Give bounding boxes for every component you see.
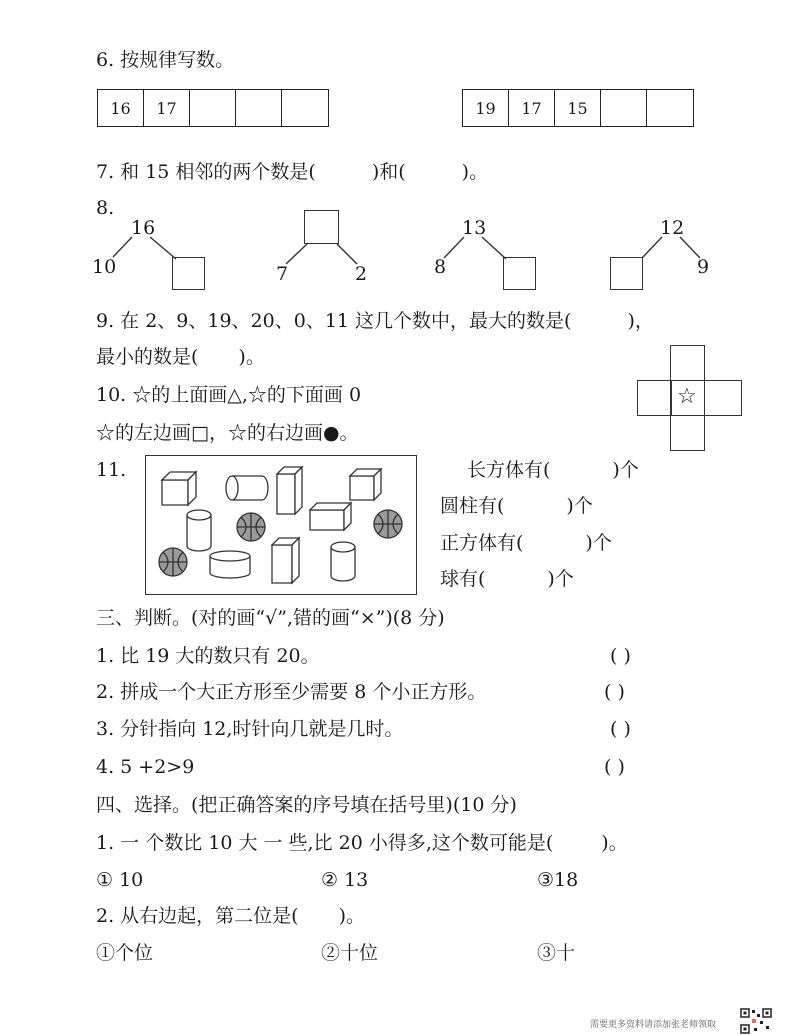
footer-note: 需要更多资料请添加张老师领取 [590,1020,717,1030]
cylinder-shape-icon [187,510,211,551]
cube-count-label: 正方体有( [440,532,524,554]
sequence-cell: 17 [144,90,190,126]
bond-4-top: 12 [660,217,685,239]
choice-2-end: )。 [338,905,366,927]
sequence-cell: 16 [98,90,144,126]
choice-1-question [96,831,628,855]
cube-shape-icon [350,469,381,500]
cylinder-count-label: 圆柱有( [440,495,505,517]
choice-2-option-1[interactable]: ①个位 [96,942,154,964]
question-10-line-2: ☆的左边画□，☆的右边画●。 [96,422,359,444]
sequence-cell: 15 [555,90,601,126]
cylinder-shape-icon [226,476,268,500]
bond-1-top: 16 [131,217,156,239]
ball-count-line [440,567,574,591]
ball-count-unit: )个 [547,568,574,590]
question-9-text-c: 最小的数是( [96,346,199,368]
cylinder-count-unit: )个 [566,495,593,517]
judge-item-4-answer[interactable]: ( ) [604,756,625,778]
ball-shape-icon [159,548,187,576]
cuboid-shape-icon [310,503,351,530]
cuboid-shape-icon [272,538,299,583]
cylinder-shape-icon [210,551,250,578]
judge-item-1-text: 1. 比 19 大的数只有 20。 [96,645,320,667]
sequence-cell: 19 [463,90,509,126]
bond-3-left: 8 [434,256,447,278]
section-4-heading: 四、选择。(把正确答案的序号填在括号里)(10 分) [96,794,517,816]
choice-1-option-2[interactable]: ② 13 [321,869,369,891]
question-11-label: 11. [96,459,127,481]
judge-item-3-text: 3. 分针指向 12,时针向几就是几时。 [96,718,404,740]
section-3-heading: 三、判断。(对的画“√”,错的画“×”)(8 分) [96,607,445,629]
question-7-text-c: )。 [461,161,489,183]
judge-item-3-answer[interactable]: ( ) [610,718,631,740]
question-9-text-d: )。 [238,346,265,368]
cuboid-count-label: 长方体有( [467,459,551,481]
ball-count-label: 球有( [440,568,486,590]
choice-2-option-2[interactable]: ②十位 [321,942,379,964]
question-7-text-a: 7. 和 15 相邻的两个数是( [96,161,316,183]
question-6-label: 6. 按规律写数。 [96,49,235,71]
judge-item-2-answer[interactable]: ( ) [604,681,625,703]
ball-shape-icon [237,513,265,541]
cylinder-shape-icon [331,542,355,581]
cuboid-count-line [467,458,639,482]
cylinder-count-line [440,494,593,518]
choice-2-question [96,904,365,928]
ball-shape-icon [374,510,402,538]
bond-2-left: 7 [276,263,289,285]
bond-4-right: 9 [697,256,710,278]
question-9-text-a: 9. 在 2、9、19、20、0、11 这几个数中，最大的数是( [96,310,572,332]
choice-1-option-1[interactable]: ① 10 [96,869,144,891]
choice-1-end: )。 [601,832,628,854]
question-8-label: 8. [96,197,115,219]
cuboid-count-unit: )个 [612,459,639,481]
cuboid-shape-icon [277,467,302,514]
question-9-text-b: )， [627,310,654,332]
cube-shape-icon [162,472,196,505]
choice-2-option-3[interactable]: ③十 [537,942,576,964]
judge-item-1-answer[interactable]: ( ) [610,645,631,667]
star-icon: ☆ [677,384,697,409]
choice-2-text: 2. 从右边起，第二位是( [96,905,299,927]
sequence-cell: 17 [509,90,555,126]
cube-count-unit: )个 [585,532,612,554]
bond-2-right: 2 [355,263,368,285]
bond-1-left: 10 [92,256,117,278]
judge-item-4-text: 4. 5 +2>9 [96,756,195,778]
qr-code-icon [740,1008,772,1034]
choice-1-option-3[interactable]: ③18 [537,869,579,891]
bond-3-top: 13 [462,217,487,239]
cube-count-line [440,531,612,555]
question-7-text-b: )和( [371,161,406,183]
question-10-line-1: 10. ☆的上面画△,☆的下面画 0 [96,384,362,406]
choice-1-text: 1. 一 个数比 10 大 一 些,比 20 小得多,这个数可能是( [96,832,554,854]
judge-item-2-text: 2. 拼成一个大正方形至少需要 8 个小正方形。 [96,681,487,703]
